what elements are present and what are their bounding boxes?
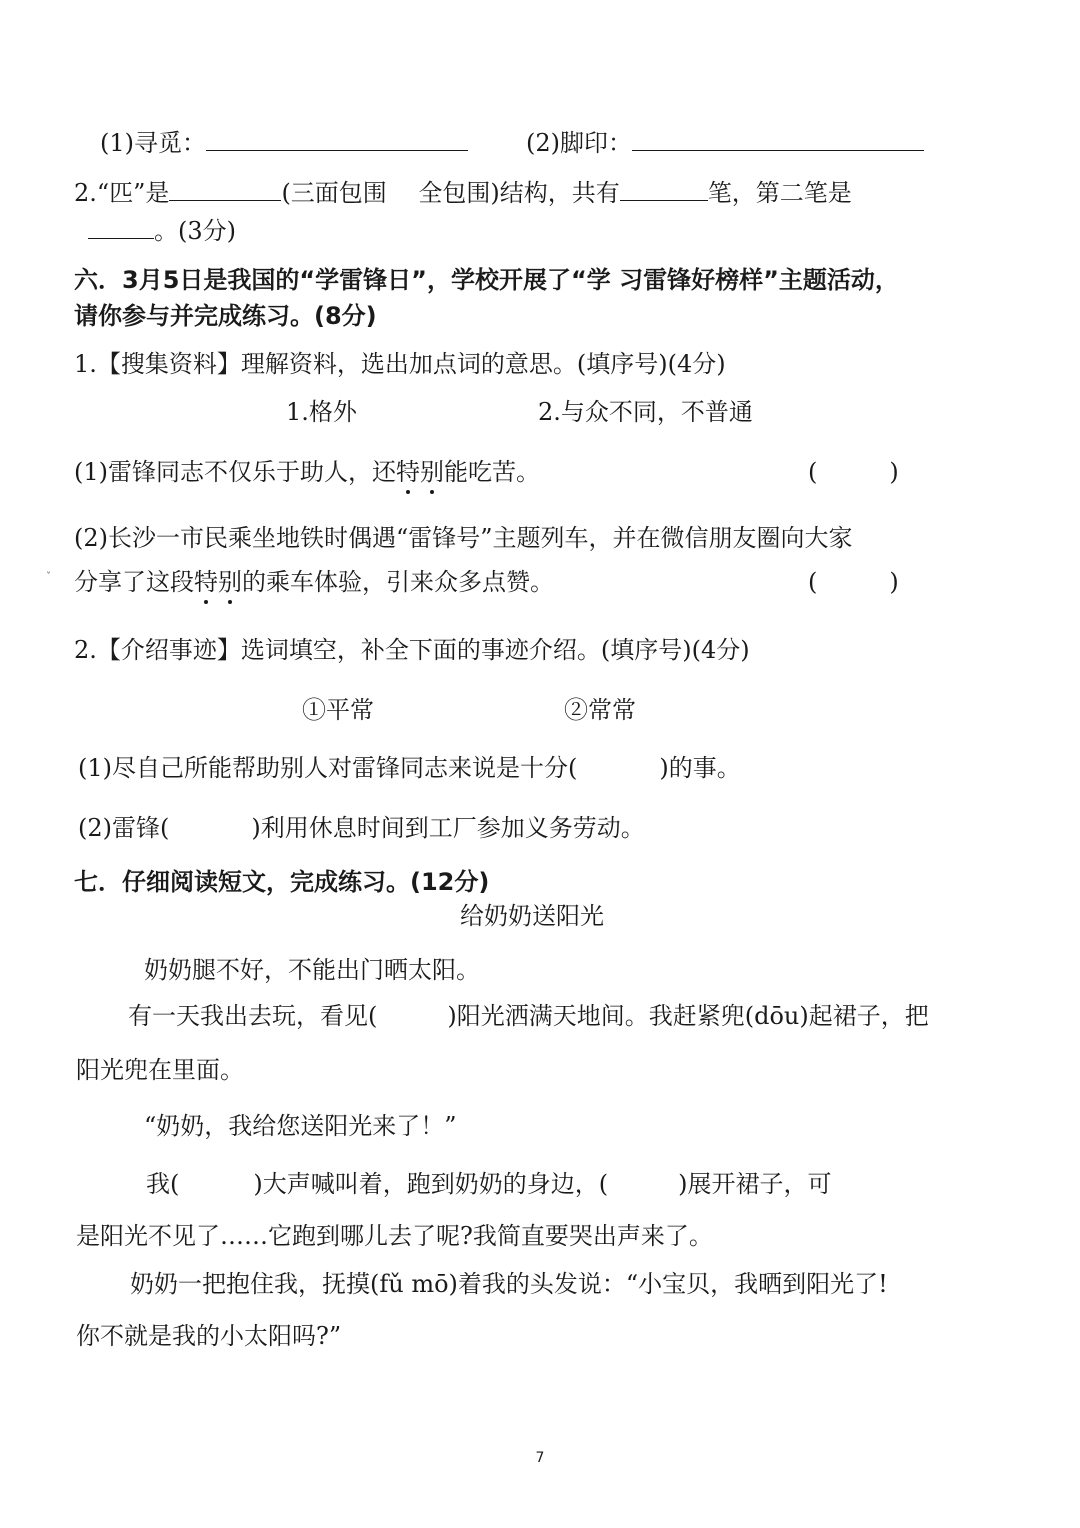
answer-paren[interactable]: ( ) [808, 568, 899, 596]
scan-mark: ˇ [46, 572, 51, 583]
passage-paragraph-4 [146, 1168, 831, 1200]
q5-q2-text-a: 2.“匹”是 [74, 179, 170, 207]
q6-part1-prompt: 1.【搜集资料】理解资料，选出加点词的意思。(填序号)(4分) [74, 350, 726, 378]
q5-item-1-label: (1)寻觅： [100, 129, 206, 157]
q6-part2-option-1: ①平常 [302, 696, 374, 724]
q6-part1-sentence-1 [74, 456, 540, 488]
q6-part1-sentence-2-line-1: (2)长沙一市民乘坐地铁时偶遇“雷锋号”主题列车，并在微信朋友圈向大家 [74, 524, 853, 552]
passage-title: 给奶奶送阳光 [460, 902, 604, 930]
passage-paragraph-1: 奶奶腿不好，不能出门晒太阳。 [144, 956, 480, 984]
passage-paragraph-3: “奶奶，我给您送阳光来了！” [144, 1112, 457, 1140]
passage-text: 有一天我出去玩，看见( [128, 1002, 378, 1030]
dotted-char: 别 [218, 568, 242, 596]
q6-part2-prompt: 2.【介绍事迹】选词填空，补全下面的事迹介绍。(填序号)(4分) [74, 636, 750, 664]
dotted-char: 特 [194, 568, 218, 596]
q5-item-1 [100, 126, 468, 159]
passage-text: )大声喊叫着，跑到奶奶的身边，( [253, 1170, 609, 1198]
passage-text: )展开裙子，可 [678, 1170, 832, 1198]
page-number: 7 [535, 1450, 545, 1466]
passage-paragraph-2 [128, 1000, 929, 1032]
q5-item-2 [526, 126, 924, 159]
q7-heading: 七．仔细阅读短文，完成练习。(12分) [74, 868, 490, 896]
q6-part2-sentence-1 [78, 752, 741, 784]
passage-paragraph-4-line-2: 是阳光不见了……它跑到哪儿去了呢?我简直要哭出声来了。 [76, 1222, 713, 1250]
q6-heading-line-2: 请你参与并完成练习。(8分) [74, 302, 377, 330]
q5-q2-text-b: (三面包围 全包围)结构，共有 [281, 179, 620, 207]
sentence-text: 能吃苦。 [444, 458, 540, 486]
answer-blank[interactable] [88, 214, 154, 239]
sentence-text: (1)尽自己所能帮助别人对雷锋同志来说是十分( [78, 754, 578, 782]
answer-blank[interactable] [206, 126, 468, 151]
q5-q2-text-d: 。(3分) [154, 217, 236, 245]
q6-heading-line-1: 六．3月5日是我国的“学雷锋日”，学校开展了“学 习雷锋好榜样”主题活动， [74, 266, 899, 294]
dotted-char: 别 [420, 458, 444, 486]
passage-paragraph-5-line-2: 你不就是我的小太阳吗?” [76, 1322, 342, 1350]
q5-question-2-cont [88, 214, 236, 247]
q6-part1-sentence-2-line-2 [74, 566, 554, 598]
q6-part2-sentence-2 [78, 812, 645, 844]
passage-paragraph-2-line-2: 阳光兜在里面。 [76, 1056, 244, 1084]
q6-part1-option-1: 1.格外 [286, 398, 357, 426]
q6-part2-option-2: ②常常 [564, 696, 636, 724]
q5-q2-text-c: 笔，第二笔是 [707, 179, 852, 207]
sentence-text: )利用休息时间到工厂参加义务劳动。 [251, 814, 645, 842]
q5-question-2 [74, 176, 852, 209]
dotted-char: 特 [396, 458, 420, 486]
answer-blank[interactable] [169, 176, 281, 201]
sentence-text: 的乘车体验，引来众多点赞。 [242, 568, 554, 596]
passage-text: 我( [146, 1170, 180, 1198]
sentence-text: 分享了这段 [74, 568, 194, 596]
answer-paren[interactable]: ( ) [808, 458, 899, 486]
sentence-text: (1)雷锋同志不仅乐于助人，还 [74, 458, 396, 486]
passage-paragraph-5-line-1: 奶奶一把抱住我，抚摸(fǔ mō)着我的头发说：“小宝贝，我晒到阳光了! [130, 1270, 888, 1298]
answer-blank[interactable] [632, 126, 924, 151]
q6-part1-option-2: 2.与众不同，不普通 [538, 398, 753, 426]
sentence-text: )的事。 [659, 754, 741, 782]
passage-text: )阳光洒满天地间。我赶紧兜(dōu)起裙子，把 [447, 1002, 929, 1030]
q5-item-2-label: (2)脚印： [526, 129, 632, 157]
answer-blank[interactable] [620, 176, 708, 201]
sentence-text: (2)雷锋( [78, 814, 170, 842]
